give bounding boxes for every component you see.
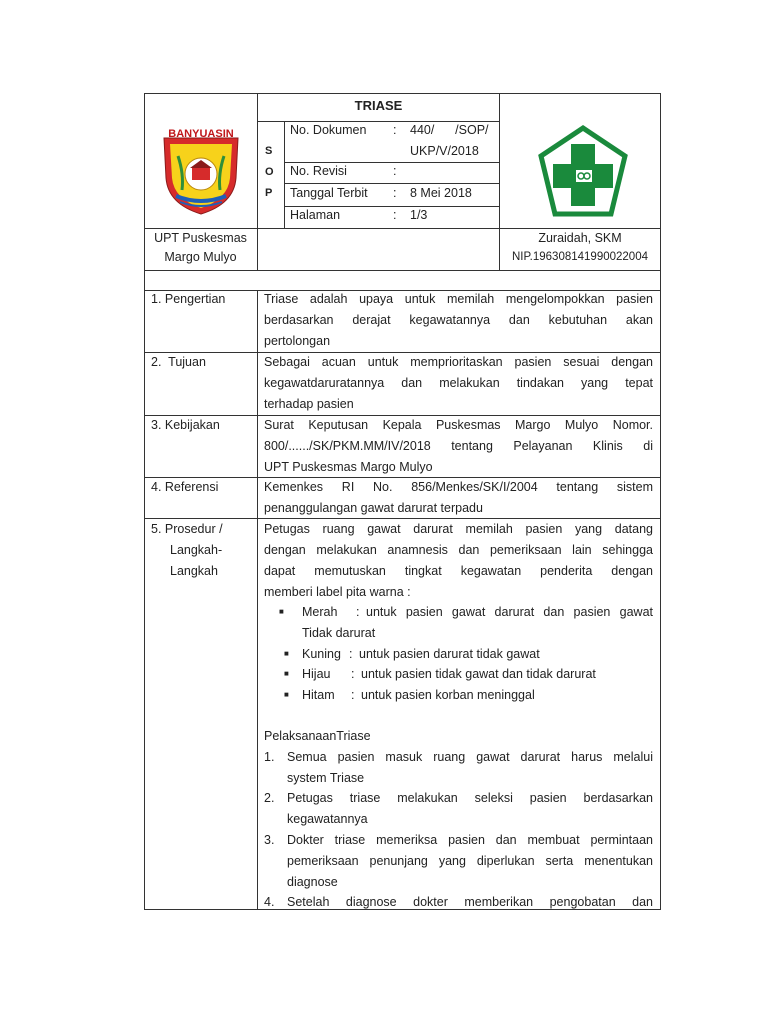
sop-divider — [284, 121, 285, 228]
org-name-line1: UPT Puskesmas — [154, 231, 247, 245]
step-2-line-2: kegawatannya — [287, 812, 368, 826]
field-value-halaman: 1/3 — [410, 208, 428, 222]
puskesmas-logo — [535, 124, 631, 220]
section-label-prosedur-1: 5. Prosedur / — [151, 522, 223, 536]
signer-name: Zuraidah, SKM — [538, 231, 622, 245]
banyuasin-seal-text: BANYUASIN — [168, 128, 234, 140]
label-text-kuning: untuk pasien darurat tidak gawat — [359, 647, 540, 661]
sop-letter-o: O — [265, 166, 274, 178]
prosedur-intro-line-3: dapat memutuskan tingkat kegawatan penderita dengan — [264, 564, 653, 578]
tujuan-line-1: Sebagai acuan untuk memprioritaskan pasien sesuai dengan — [264, 355, 653, 369]
section-label-pengertian: 1. Pengertian — [151, 292, 226, 306]
step-4-line-1: Setelah diagnose dokter memberikan pengobatan dan — [287, 895, 653, 909]
section-label-tujuan: 2. Tujuan — [151, 355, 206, 369]
kebijakan-line-3: UPT Puskesmas Margo Mulyo — [264, 460, 433, 474]
section-label-referensi: 4. Referensi — [151, 480, 219, 494]
step-number-4: 4. — [264, 895, 275, 909]
label-text-merah: untuk pasien gawat darurat dan pasien gawat — [366, 605, 653, 619]
section-label-kebijakan: 3. Kebijakan — [151, 418, 220, 432]
label-color-kuning: Kuning — [302, 647, 341, 661]
field-label-halaman: Halaman — [290, 208, 341, 222]
table-border-left — [144, 93, 145, 909]
label-color-hijau: Hijau — [302, 667, 331, 681]
kebijakan-line-2: 800/....../SK/PKM.MM/IV/2018 tentang Pelayanan Klinis di — [264, 439, 653, 453]
bullet-icon: ■ — [284, 649, 289, 658]
prosedur-intro-line-1: Petugas ruang gawat darurat memilah pasien yang datang — [264, 522, 653, 536]
sop-letter-s: S — [265, 145, 273, 157]
pengertian-line-3: pertolongan — [264, 334, 331, 348]
pengertian-line-1: Triase adalah upaya untuk memilah mengelompokkan pasien — [264, 292, 653, 306]
step-1-line-1: Semua pasien masuk ruang gawat darurat harus melalui — [287, 750, 653, 764]
pengertian-line-2: berdasarkan derajat kegawatannya dan kebutuhan akan — [264, 313, 653, 327]
signer-nip: NIP.196308141990022004 — [511, 251, 648, 263]
tujuan-line-3: terhadap pasien — [264, 397, 354, 411]
label-text-hijau: untuk pasien tidak gawat dan tidak darurat — [361, 667, 596, 681]
bullet-icon: ■ — [284, 669, 289, 678]
bullet-icon: ■ — [284, 690, 289, 699]
label-sep-hijau: : — [351, 667, 355, 681]
section-label-prosedur-3: Langkah — [170, 564, 218, 578]
label-sep-hitam: : — [351, 688, 355, 702]
field-value-no-dokumen-1: 440/ /SOP/ — [410, 123, 489, 137]
prosedur-intro-line-2: dengan melakukan anamnesis dan pemeriksaan lain sehingga — [264, 543, 653, 557]
field-label-no-revisi: No. Revisi — [290, 164, 347, 178]
table-border-top — [144, 93, 661, 94]
body-column-divider — [257, 290, 258, 909]
field-sep-halaman: : — [393, 208, 397, 222]
label-color-hitam: Hitam — [302, 688, 335, 702]
sop-letter-p: P — [265, 187, 273, 199]
field-sep-no-revisi: : — [393, 164, 397, 178]
pelaksanaan-title: PelaksanaanTriase — [264, 729, 371, 743]
document-title: TRIASE — [354, 98, 403, 113]
field-label-tanggal-terbit: Tanggal Terbit — [290, 186, 368, 200]
prosedur-intro-line-4: memberi label pita warna : — [264, 585, 411, 599]
header-divider-left — [257, 93, 258, 271]
kebijakan-line-1: Surat Keputusan Kepala Puskesmas Margo Mulyo Nomor. — [264, 418, 653, 432]
org-name-line2: Margo Mulyo — [164, 250, 237, 264]
field-value-no-dokumen-2: UKP/V/2018 — [410, 144, 479, 158]
referensi-line-1: Kemenkes RI No. 856/Menkes/SK/I/2004 tentang sistem — [264, 480, 653, 494]
step-number-1: 1. — [264, 750, 275, 764]
bullet-icon: ■ — [279, 607, 284, 616]
tujuan-line-2: kegawatdaruratannya dan melakukan tindakan yang tepat — [264, 376, 653, 390]
step-number-3: 3. — [264, 833, 275, 847]
label-text-merah-2: Tidak darurat — [302, 626, 376, 640]
step-3-line-3: diagnose — [287, 875, 338, 889]
label-sep-kuning: : — [349, 647, 353, 661]
section-label-prosedur-2: Langkah- — [170, 543, 223, 557]
step-3-line-2: pemeriksaan penunjang yang diperlukan serta menentukan — [287, 854, 653, 868]
field-sep-no-dokumen: : — [393, 123, 397, 137]
referensi-line-2: penanggulangan gawat darurat terpadu — [264, 501, 483, 515]
step-3-line-1: Dokter triase memeriksa pasien dan membuat permintaan — [287, 833, 653, 847]
label-color-merah: Merah — [302, 605, 338, 619]
label-text-hitam: untuk pasien korban meninggal — [361, 688, 535, 702]
field-sep-tanggal-terbit: : — [393, 186, 397, 200]
step-1-line-2: system Triase — [287, 771, 365, 785]
org-row-divider — [144, 270, 661, 271]
field-value-tanggal-terbit: 8 Mei 2018 — [410, 186, 472, 200]
step-2-line-1: Petugas triase melakukan seleksi pasien berdasarkan — [287, 791, 653, 805]
table-border-right — [660, 93, 661, 909]
label-sep-merah: : — [356, 605, 360, 619]
step-number-2: 2. — [264, 791, 275, 805]
field-label-no-dokumen: No. Dokumen — [290, 123, 367, 137]
